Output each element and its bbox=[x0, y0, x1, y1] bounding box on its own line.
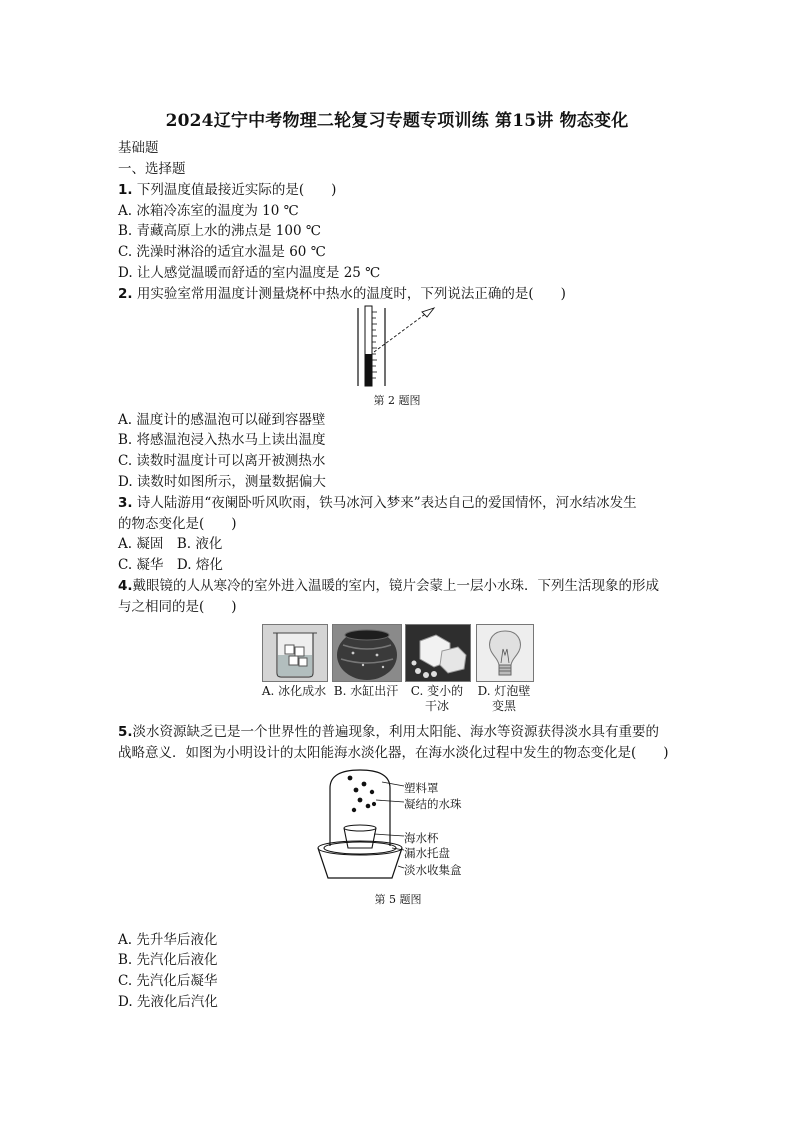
question-2-option-d: D. 读数时如图所示，测量数据偏大 bbox=[118, 474, 326, 490]
question-3-options-row-2: C. 凝华 D. 熔化 bbox=[118, 557, 223, 573]
option-a-caption-line1: A. 冰化成水 bbox=[261, 684, 327, 698]
solar-desalinator-figure bbox=[312, 766, 408, 886]
question-3-text-line2: 的物态变化是( ) bbox=[118, 516, 237, 532]
thermometer-figure bbox=[350, 304, 440, 388]
question-2-option-c: C. 读数时温度计可以离开被测热水 bbox=[118, 453, 326, 469]
question-1-text: 下列温度值最接近实际的是( ) bbox=[132, 182, 337, 198]
question-4-number: 4. bbox=[118, 578, 133, 594]
question-5-option-c: C. 先汽化后凝华 bbox=[118, 973, 218, 989]
light-bulb-icon bbox=[477, 625, 533, 681]
question-5-text-line2: 战略意义．如图为小明设计的太阳能海水淡化器，在海水淡化过程中发生的物态变化是( ) bbox=[118, 745, 669, 761]
question-2-number: 2. bbox=[118, 286, 133, 302]
option-b-image bbox=[332, 624, 402, 682]
question-5-number: 5. bbox=[118, 724, 133, 740]
question-4-stem bbox=[118, 576, 659, 596]
option-d-caption bbox=[472, 684, 536, 714]
question-5-option-d: D. 先液化后汽化 bbox=[118, 994, 218, 1010]
question-2-text: 用实验室常用温度计测量烧杯中热水的温度时，下列说法正确的是( ) bbox=[132, 286, 566, 302]
question-2-option-a: A. 温度计的感温泡可以碰到容器壁 bbox=[118, 412, 326, 428]
dry-ice-icon bbox=[406, 625, 470, 681]
option-c-caption-line2: 干冰 bbox=[424, 699, 449, 713]
question-3-text-line1: 诗人陆游用“夜阑卧听风吹雨，铁马冰河入梦来”表达自己的爱国情怀，河水结冰发生 bbox=[132, 495, 637, 511]
figure-5-caption: 第 5 题图 bbox=[374, 893, 422, 906]
label-plastic-cover: 塑料罩 bbox=[404, 781, 439, 795]
option-b-caption bbox=[330, 684, 402, 699]
section-heading: 基础题 bbox=[118, 140, 159, 156]
question-5-stem bbox=[118, 722, 659, 742]
label-seawater-cup: 海水杯 bbox=[404, 831, 439, 845]
option-d-caption-line1: D. 灯泡壁 bbox=[477, 684, 531, 698]
question-4-text-line1: 戴眼镜的人从寒冷的室外进入温暖的室内，镜片会蒙上一层小水珠．下列生活现象的形成 bbox=[132, 578, 660, 594]
option-a-caption bbox=[256, 684, 332, 699]
figure-2-caption: 第 2 题图 bbox=[373, 394, 421, 407]
question-1-number: 1. bbox=[118, 182, 133, 198]
water-jar-icon bbox=[333, 625, 401, 681]
label-freshwater-box: 淡水收集盒 bbox=[404, 863, 462, 877]
option-b-caption-line1: B. 水缸出汗 bbox=[333, 684, 399, 698]
option-c-image bbox=[405, 624, 471, 682]
question-2-stem bbox=[118, 284, 566, 304]
question-1-stem bbox=[118, 180, 336, 200]
question-1-option-b: B. 青藏高原上水的沸点是 100 ℃ bbox=[118, 223, 321, 239]
subsection-heading: 一、选择题 bbox=[118, 161, 186, 177]
question-1-option-d: D. 让人感觉温暖而舒适的室内温度是 25 ℃ bbox=[118, 265, 381, 281]
option-d-caption-line2: 变黑 bbox=[491, 699, 516, 713]
option-c-caption-line1: C. 变小的 bbox=[410, 684, 464, 698]
option-d-image bbox=[476, 624, 534, 682]
label-condensed-droplets: 凝结的水珠 bbox=[404, 797, 462, 811]
question-5-option-a: A. 先升华后液化 bbox=[118, 932, 218, 948]
question-3-number: 3. bbox=[118, 495, 133, 511]
question-3-stem bbox=[118, 493, 637, 513]
page-title: 2024辽宁中考物理二轮复习专题专项训练 第15讲 物态变化 bbox=[165, 111, 629, 131]
question-3-options-row-1: A. 凝固 B. 液化 bbox=[118, 536, 223, 552]
question-1-option-a: A. 冰箱冷冻室的温度为 10 ℃ bbox=[118, 203, 299, 219]
option-c-caption bbox=[403, 684, 471, 714]
option-a-image bbox=[262, 624, 328, 682]
beaker-ice-icon bbox=[263, 625, 327, 681]
question-4-text-line2: 与之相同的是( ) bbox=[118, 599, 237, 615]
label-drip-tray: 漏水托盘 bbox=[404, 846, 450, 860]
question-2-option-b: B. 将感温泡浸入热水马上读出温度 bbox=[118, 432, 326, 448]
question-5-text-line1: 淡水资源缺乏已是一个世界性的普遍现象，利用太阳能、海水等资源获得淡水具有重要的 bbox=[132, 724, 660, 740]
question-1-option-c: C. 洗澡时淋浴的适宜水温是 60 ℃ bbox=[118, 244, 326, 260]
question-5-option-b: B. 先汽化后液化 bbox=[118, 952, 218, 968]
